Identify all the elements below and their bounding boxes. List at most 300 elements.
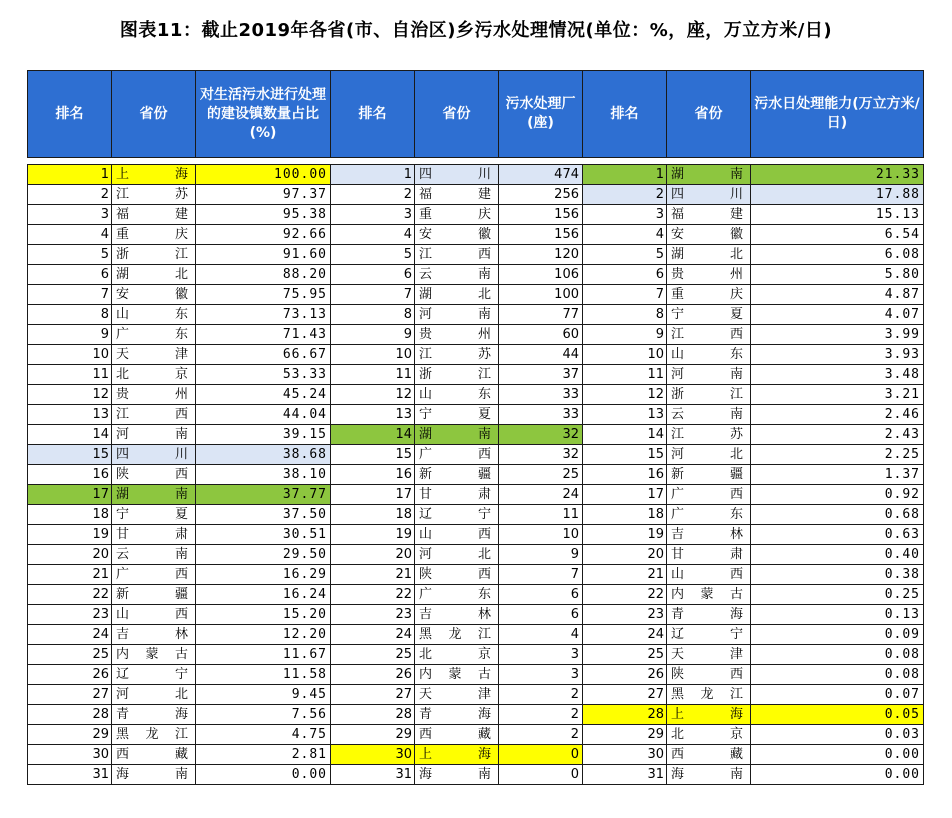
plant-count-cell: 9	[499, 545, 583, 565]
town-ratio-cell: 66.67	[196, 345, 331, 365]
daily-capacity-cell: 0.13	[751, 605, 924, 625]
table-row	[28, 585, 924, 605]
province-2-cell: 陕西	[415, 565, 499, 585]
province-3-cell: 浙江	[667, 385, 751, 405]
rank-2-cell: 23	[331, 605, 415, 625]
rank-1-cell: 2	[28, 185, 112, 205]
rank-1-cell: 1	[28, 165, 112, 185]
province-1-cell: 浙江	[112, 245, 196, 265]
plant-count-cell: 32	[499, 425, 583, 445]
province-1-cell: 广东	[112, 325, 196, 345]
province-1-cell: 吉林	[112, 625, 196, 645]
province-2-cell: 北京	[415, 645, 499, 665]
province-2-cell: 湖北	[415, 285, 499, 305]
province-2-cell: 河南	[415, 305, 499, 325]
town-ratio-cell: 16.24	[196, 585, 331, 605]
plant-count-cell: 60	[499, 325, 583, 345]
rank-1-cell: 9	[28, 325, 112, 345]
province-2-cell: 黑龙江	[415, 625, 499, 645]
town-ratio-cell: 95.38	[196, 205, 331, 225]
rank-1-cell: 8	[28, 305, 112, 325]
plant-count-cell: 6	[499, 585, 583, 605]
rank-3-cell: 7	[583, 285, 667, 305]
rank-1-cell: 28	[28, 705, 112, 725]
rank-3-cell: 16	[583, 465, 667, 485]
town-ratio-cell: 71.43	[196, 325, 331, 345]
daily-capacity-cell: 6.08	[751, 245, 924, 265]
daily-capacity-cell: 4.87	[751, 285, 924, 305]
rank-2-cell: 26	[331, 665, 415, 685]
province-2-cell: 广东	[415, 585, 499, 605]
rank-3-cell: 8	[583, 305, 667, 325]
rank-3-cell: 10	[583, 345, 667, 365]
province-3-cell: 广东	[667, 505, 751, 525]
rank-1-cell: 18	[28, 505, 112, 525]
table-row	[28, 345, 924, 365]
rank-2-cell: 28	[331, 705, 415, 725]
plant-count-cell: 32	[499, 445, 583, 465]
town-ratio-cell: 37.50	[196, 505, 331, 525]
plant-count-cell: 100	[499, 285, 583, 305]
rank-1-cell: 20	[28, 545, 112, 565]
daily-capacity-cell: 0.07	[751, 685, 924, 705]
province-2-cell: 天津	[415, 685, 499, 705]
province-1-cell: 黑龙江	[112, 725, 196, 745]
rank-1-cell: 15	[28, 445, 112, 465]
daily-capacity-cell: 3.99	[751, 325, 924, 345]
province-2-cell: 西藏	[415, 725, 499, 745]
daily-capacity-cell: 6.54	[751, 225, 924, 245]
province-2-cell: 山西	[415, 525, 499, 545]
daily-capacity-cell: 0.92	[751, 485, 924, 505]
rank-3-cell: 13	[583, 405, 667, 425]
town-ratio-cell: 88.20	[196, 265, 331, 285]
province-2-cell: 宁夏	[415, 405, 499, 425]
province-1-cell: 河北	[112, 685, 196, 705]
town-ratio-cell: 4.75	[196, 725, 331, 745]
rank-2-cell: 4	[331, 225, 415, 245]
rank-3-cell: 18	[583, 505, 667, 525]
province-3-cell: 河北	[667, 445, 751, 465]
table-row	[28, 225, 924, 245]
province-3-cell: 江西	[667, 325, 751, 345]
table-row	[28, 425, 924, 445]
province-1-cell: 江苏	[112, 185, 196, 205]
town-ratio-cell: 92.66	[196, 225, 331, 245]
table-row	[28, 205, 924, 225]
table-row	[28, 405, 924, 425]
province-2-cell: 湖南	[415, 425, 499, 445]
daily-capacity-cell: 0.25	[751, 585, 924, 605]
province-3-cell: 江苏	[667, 425, 751, 445]
rank-1-cell: 3	[28, 205, 112, 225]
daily-capacity-cell: 3.93	[751, 345, 924, 365]
town-ratio-cell: 73.13	[196, 305, 331, 325]
rank-2-cell: 1	[331, 165, 415, 185]
table-row	[28, 605, 924, 625]
daily-capacity-cell: 0.09	[751, 625, 924, 645]
rank-1-cell: 19	[28, 525, 112, 545]
rank-3-cell: 1	[583, 165, 667, 185]
plant-count-cell: 4	[499, 625, 583, 645]
province-2-cell: 甘肃	[415, 485, 499, 505]
province-2-cell: 四川	[415, 165, 499, 185]
rank-3-cell: 6	[583, 265, 667, 285]
rank-2-cell: 12	[331, 385, 415, 405]
table-row	[28, 245, 924, 265]
header-province-2: 省份	[415, 71, 499, 158]
province-3-cell: 福建	[667, 205, 751, 225]
province-2-cell: 辽宁	[415, 505, 499, 525]
rank-1-cell: 27	[28, 685, 112, 705]
plant-count-cell: 2	[499, 685, 583, 705]
plant-count-cell: 156	[499, 225, 583, 245]
rank-3-cell: 22	[583, 585, 667, 605]
province-1-cell: 湖南	[112, 485, 196, 505]
province-3-cell: 云南	[667, 405, 751, 425]
province-1-cell: 海南	[112, 765, 196, 785]
rank-1-cell: 22	[28, 585, 112, 605]
province-3-cell: 山东	[667, 345, 751, 365]
province-3-cell: 黑龙江	[667, 685, 751, 705]
rank-1-cell: 24	[28, 625, 112, 645]
province-1-cell: 山东	[112, 305, 196, 325]
province-1-cell: 上海	[112, 165, 196, 185]
daily-capacity-cell: 0.63	[751, 525, 924, 545]
province-1-cell: 天津	[112, 345, 196, 365]
rank-2-cell: 8	[331, 305, 415, 325]
rank-3-cell: 9	[583, 325, 667, 345]
table-body	[28, 165, 924, 785]
daily-capacity-cell: 0.08	[751, 645, 924, 665]
province-1-cell: 江西	[112, 405, 196, 425]
province-2-cell: 河北	[415, 545, 499, 565]
rank-2-cell: 14	[331, 425, 415, 445]
town-ratio-cell: 53.33	[196, 365, 331, 385]
rank-3-cell: 15	[583, 445, 667, 465]
rank-3-cell: 4	[583, 225, 667, 245]
daily-capacity-cell: 5.80	[751, 265, 924, 285]
daily-capacity-cell: 1.37	[751, 465, 924, 485]
table-row	[28, 745, 924, 765]
province-3-cell: 西藏	[667, 745, 751, 765]
daily-capacity-cell: 17.88	[751, 185, 924, 205]
rank-2-cell: 6	[331, 265, 415, 285]
town-ratio-cell: 12.20	[196, 625, 331, 645]
daily-capacity-cell: 15.13	[751, 205, 924, 225]
rank-1-cell: 23	[28, 605, 112, 625]
header-province-1: 省份	[112, 71, 196, 158]
town-ratio-cell: 39.15	[196, 425, 331, 445]
rank-2-cell: 17	[331, 485, 415, 505]
province-2-cell: 新疆	[415, 465, 499, 485]
province-1-cell: 辽宁	[112, 665, 196, 685]
rank-3-cell: 29	[583, 725, 667, 745]
province-2-cell: 青海	[415, 705, 499, 725]
rank-2-cell: 21	[331, 565, 415, 585]
table-row	[28, 545, 924, 565]
rank-2-cell: 29	[331, 725, 415, 745]
province-3-cell: 陕西	[667, 665, 751, 685]
town-ratio-cell: 7.56	[196, 705, 331, 725]
daily-capacity-cell: 3.48	[751, 365, 924, 385]
table-row	[28, 385, 924, 405]
rank-2-cell: 15	[331, 445, 415, 465]
rank-3-cell: 3	[583, 205, 667, 225]
sewage-table	[27, 70, 924, 785]
rank-3-cell: 23	[583, 605, 667, 625]
rank-1-cell: 25	[28, 645, 112, 665]
rank-3-cell: 28	[583, 705, 667, 725]
town-ratio-cell: 91.60	[196, 245, 331, 265]
plant-count-cell: 77	[499, 305, 583, 325]
province-3-cell: 甘肃	[667, 545, 751, 565]
plant-count-cell: 37	[499, 365, 583, 385]
header-rank-1: 排名	[28, 71, 112, 158]
province-3-cell: 北京	[667, 725, 751, 745]
province-3-cell: 河南	[667, 365, 751, 385]
plant-count-cell: 2	[499, 705, 583, 725]
province-2-cell: 江苏	[415, 345, 499, 365]
town-ratio-cell: 16.29	[196, 565, 331, 585]
daily-capacity-cell: 0.05	[751, 705, 924, 725]
rank-1-cell: 16	[28, 465, 112, 485]
province-2-cell: 安徽	[415, 225, 499, 245]
rank-1-cell: 17	[28, 485, 112, 505]
town-ratio-cell: 2.81	[196, 745, 331, 765]
table-row	[28, 505, 924, 525]
province-3-cell: 重庆	[667, 285, 751, 305]
rank-1-cell: 11	[28, 365, 112, 385]
rank-2-cell: 25	[331, 645, 415, 665]
daily-capacity-cell: 2.43	[751, 425, 924, 445]
province-1-cell: 重庆	[112, 225, 196, 245]
table-row	[28, 485, 924, 505]
rank-2-cell: 11	[331, 365, 415, 385]
town-ratio-cell: 38.68	[196, 445, 331, 465]
daily-capacity-cell: 0.38	[751, 565, 924, 585]
daily-capacity-cell: 0.00	[751, 765, 924, 785]
town-ratio-cell: 0.00	[196, 765, 331, 785]
town-ratio-cell: 100.00	[196, 165, 331, 185]
plant-count-cell: 120	[499, 245, 583, 265]
province-2-cell: 山东	[415, 385, 499, 405]
province-3-cell: 湖南	[667, 165, 751, 185]
rank-3-cell: 31	[583, 765, 667, 785]
header-daily-capacity: 污水日处理能力(万立方米/日)	[751, 71, 924, 158]
rank-2-cell: 3	[331, 205, 415, 225]
table-row	[28, 165, 924, 185]
province-1-cell: 宁夏	[112, 505, 196, 525]
rank-3-cell: 11	[583, 365, 667, 385]
province-1-cell: 新疆	[112, 585, 196, 605]
province-3-cell: 青海	[667, 605, 751, 625]
rank-3-cell: 19	[583, 525, 667, 545]
rank-1-cell: 6	[28, 265, 112, 285]
header-gap	[28, 158, 924, 165]
province-2-cell: 福建	[415, 185, 499, 205]
province-3-cell: 湖北	[667, 245, 751, 265]
province-1-cell: 贵州	[112, 385, 196, 405]
town-ratio-cell: 38.10	[196, 465, 331, 485]
province-3-cell: 内蒙古	[667, 585, 751, 605]
province-1-cell: 甘肃	[112, 525, 196, 545]
province-3-cell: 广西	[667, 485, 751, 505]
rank-1-cell: 14	[28, 425, 112, 445]
table-row	[28, 445, 924, 465]
rank-2-cell: 30	[331, 745, 415, 765]
rank-2-cell: 10	[331, 345, 415, 365]
plant-count-cell: 11	[499, 505, 583, 525]
daily-capacity-cell: 0.00	[751, 745, 924, 765]
plant-count-cell: 3	[499, 645, 583, 665]
town-ratio-cell: 37.77	[196, 485, 331, 505]
province-2-cell: 云南	[415, 265, 499, 285]
rank-3-cell: 30	[583, 745, 667, 765]
province-1-cell: 福建	[112, 205, 196, 225]
rank-2-cell: 19	[331, 525, 415, 545]
province-2-cell: 江西	[415, 245, 499, 265]
rank-3-cell: 25	[583, 645, 667, 665]
rank-2-cell: 5	[331, 245, 415, 265]
rank-1-cell: 13	[28, 405, 112, 425]
province-3-cell: 上海	[667, 705, 751, 725]
town-ratio-cell: 44.04	[196, 405, 331, 425]
rank-1-cell: 4	[28, 225, 112, 245]
rank-3-cell: 26	[583, 665, 667, 685]
province-3-cell: 天津	[667, 645, 751, 665]
province-3-cell: 辽宁	[667, 625, 751, 645]
header-row	[28, 71, 924, 158]
daily-capacity-cell: 2.25	[751, 445, 924, 465]
plant-count-cell: 0	[499, 745, 583, 765]
plant-count-cell: 7	[499, 565, 583, 585]
province-3-cell: 安徽	[667, 225, 751, 245]
province-1-cell: 山西	[112, 605, 196, 625]
rank-1-cell: 31	[28, 765, 112, 785]
rank-2-cell: 31	[331, 765, 415, 785]
plant-count-cell: 156	[499, 205, 583, 225]
rank-2-cell: 13	[331, 405, 415, 425]
rank-3-cell: 17	[583, 485, 667, 505]
province-2-cell: 贵州	[415, 325, 499, 345]
town-ratio-cell: 15.20	[196, 605, 331, 625]
plant-count-cell: 106	[499, 265, 583, 285]
province-1-cell: 内蒙古	[112, 645, 196, 665]
daily-capacity-cell: 0.03	[751, 725, 924, 745]
rank-1-cell: 30	[28, 745, 112, 765]
province-2-cell: 重庆	[415, 205, 499, 225]
daily-capacity-cell: 4.07	[751, 305, 924, 325]
daily-capacity-cell: 21.33	[751, 165, 924, 185]
province-1-cell: 北京	[112, 365, 196, 385]
header-town-ratio: 对生活污水进行处理的建设镇数量占比(%)	[196, 71, 331, 158]
plant-count-cell: 2	[499, 725, 583, 745]
table-row	[28, 365, 924, 385]
province-2-cell: 浙江	[415, 365, 499, 385]
rank-1-cell: 29	[28, 725, 112, 745]
table-row	[28, 625, 924, 645]
rank-2-cell: 24	[331, 625, 415, 645]
table-row	[28, 325, 924, 345]
town-ratio-cell: 45.24	[196, 385, 331, 405]
rank-1-cell: 10	[28, 345, 112, 365]
province-2-cell: 上海	[415, 745, 499, 765]
rank-3-cell: 14	[583, 425, 667, 445]
province-3-cell: 新疆	[667, 465, 751, 485]
rank-2-cell: 18	[331, 505, 415, 525]
province-3-cell: 山西	[667, 565, 751, 585]
rank-1-cell: 7	[28, 285, 112, 305]
province-3-cell: 吉林	[667, 525, 751, 545]
table-row	[28, 665, 924, 685]
daily-capacity-cell: 0.68	[751, 505, 924, 525]
province-2-cell: 吉林	[415, 605, 499, 625]
town-ratio-cell: 97.37	[196, 185, 331, 205]
table-row	[28, 565, 924, 585]
plant-count-cell: 10	[499, 525, 583, 545]
province-2-cell: 广西	[415, 445, 499, 465]
province-3-cell: 宁夏	[667, 305, 751, 325]
province-1-cell: 安徽	[112, 285, 196, 305]
rank-2-cell: 7	[331, 285, 415, 305]
plant-count-cell: 33	[499, 385, 583, 405]
rank-3-cell: 24	[583, 625, 667, 645]
town-ratio-cell: 30.51	[196, 525, 331, 545]
rank-1-cell: 5	[28, 245, 112, 265]
header-rank-3: 排名	[583, 71, 667, 158]
province-3-cell: 贵州	[667, 265, 751, 285]
rank-2-cell: 9	[331, 325, 415, 345]
province-3-cell: 海南	[667, 765, 751, 785]
plant-count-cell: 474	[499, 165, 583, 185]
province-2-cell: 内蒙古	[415, 665, 499, 685]
town-ratio-cell: 11.67	[196, 645, 331, 665]
town-ratio-cell: 9.45	[196, 685, 331, 705]
province-1-cell: 广西	[112, 565, 196, 585]
rank-3-cell: 5	[583, 245, 667, 265]
daily-capacity-cell: 0.40	[751, 545, 924, 565]
table-row	[28, 185, 924, 205]
plant-count-cell: 6	[499, 605, 583, 625]
header-gap-row	[28, 158, 924, 165]
table-row	[28, 305, 924, 325]
daily-capacity-cell: 2.46	[751, 405, 924, 425]
daily-capacity-cell: 0.08	[751, 665, 924, 685]
table-row	[28, 645, 924, 665]
rank-3-cell: 20	[583, 545, 667, 565]
province-3-cell: 四川	[667, 185, 751, 205]
daily-capacity-cell: 3.21	[751, 385, 924, 405]
plant-count-cell: 33	[499, 405, 583, 425]
plant-count-cell: 44	[499, 345, 583, 365]
province-2-cell: 海南	[415, 765, 499, 785]
rank-3-cell: 12	[583, 385, 667, 405]
rank-3-cell: 27	[583, 685, 667, 705]
rank-3-cell: 21	[583, 565, 667, 585]
header-province-3: 省份	[667, 71, 751, 158]
rank-2-cell: 20	[331, 545, 415, 565]
table-row	[28, 285, 924, 305]
rank-2-cell: 22	[331, 585, 415, 605]
town-ratio-cell: 29.50	[196, 545, 331, 565]
province-1-cell: 西藏	[112, 745, 196, 765]
town-ratio-cell: 11.58	[196, 665, 331, 685]
rank-2-cell: 16	[331, 465, 415, 485]
plant-count-cell: 3	[499, 665, 583, 685]
province-1-cell: 青海	[112, 705, 196, 725]
table-row	[28, 525, 924, 545]
